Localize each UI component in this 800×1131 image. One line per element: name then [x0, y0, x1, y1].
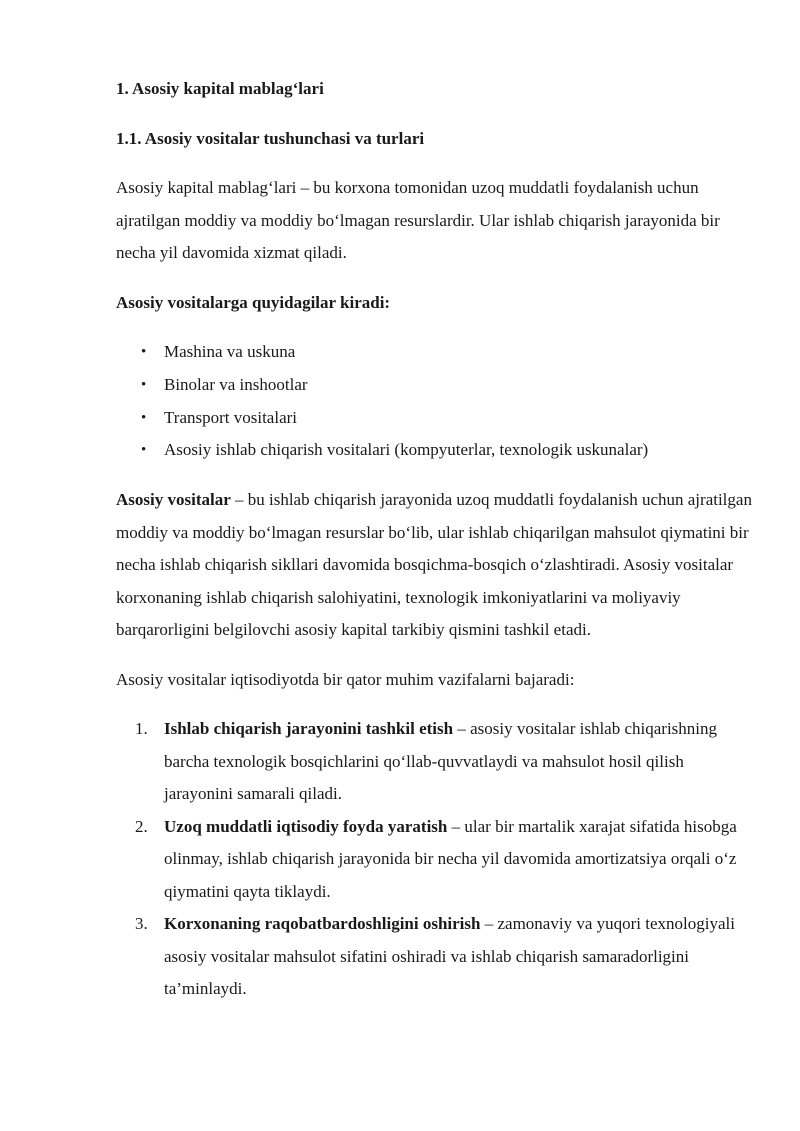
bullet-item	[116, 402, 756, 435]
bullet-item	[116, 336, 756, 369]
section-heading: 1. Asosiy kapital mablag‘lari	[116, 79, 324, 98]
definition-text: – bu ishlab chiqarish jarayonida uzoq muddatli foydalanish uchun ajratilgan moddiy va moddiy bo‘lmagan resurslar bo‘lib, ular ishlab chiqarilgan mahsulot qiymatini bir necha ishlab chiqarish sikllari davomida bosqichma-bosqich o‘zlashtiradi. Asosiy vositalar korxonaning ishlab chiqarish salohiyatini, texnologik imkoniyatlarini va moliyaviy barqarorligini belgilovchi asosiy kapital tarkibiy qismini tashkil etadi.	[116, 490, 752, 640]
definition-term: Asosiy vositalar	[116, 490, 231, 510]
bullet-icon: •	[141, 344, 147, 360]
bullet-list	[116, 336, 756, 467]
numbered-item	[116, 811, 756, 909]
document-page	[116, 73, 756, 1006]
list-lead: Asosiy vositalarga quyidagilar kiradi:	[116, 292, 391, 312]
bullet-icon: •	[141, 409, 147, 426]
bullet-text: Binolar va inshootlar	[164, 374, 308, 394]
bullet-item	[116, 369, 756, 402]
bullet-item	[116, 434, 756, 467]
item-title: Korxonaning raqobatbardoshligini oshirish	[164, 914, 481, 934]
item-title: Uzoq muddatli iqtisodiy foyda yaratish	[164, 816, 448, 836]
bullet-text: Transport vositalari	[164, 407, 298, 427]
numbered-item	[116, 713, 756, 811]
subsection-heading: 1.1. Asosiy vositalar tushunchasi va turlari	[116, 128, 425, 148]
intro-paragraph: Asosiy kapital mablag‘lari – bu korxona tomonidan uzoq muddatli foydalanish uchun ajratilgan moddiy va moddiy bo‘lmagan resurslardir. Ular ishlab chiqarish jarayonida bir necha yil davomida xizmat qiladi.	[116, 178, 720, 262]
bullet-icon: •	[141, 376, 147, 393]
item-number: 3.	[135, 914, 148, 934]
functions-intro: Asosiy vositalar iqtisodiyotda bir qator muhim vazifalarni bajaradi:	[116, 669, 575, 689]
item-text: – zamonaviy va yuqori texnologiyali asosiy vositalar mahsulot sifatini oshiradi va ishlab chiqarish samaradorligini ta’minlaydi.	[164, 914, 735, 999]
item-text: – ular bir martalik xarajat sifatida hisobga olinmay, ishlab chiqarish jarayonida bir necha yil davomida amortizatsiya orqali o‘z qiymatini qayta tiklaydi.	[164, 816, 737, 901]
numbered-item	[116, 908, 756, 1006]
item-number: 2.	[135, 816, 148, 836]
bullet-text: Asosiy ishlab chiqarish vositalari (kompyuterlar, texnologik uskunalar)	[164, 440, 649, 460]
bullet-text: Mashina va uskuna	[164, 342, 296, 361]
definition-paragraph	[116, 484, 756, 647]
item-number: 1.	[135, 719, 148, 739]
item-text: – asosiy vositalar ishlab chiqarishning barcha texnologik bosqichlarini qo‘llab-quvvatlaydi va mahsulot hosil qilish jarayonini samarali qiladi.	[164, 719, 718, 804]
bullet-icon: •	[141, 442, 147, 459]
numbered-list	[116, 713, 756, 1006]
item-title: Ishlab chiqarish jarayonini tashkil etish	[164, 719, 454, 739]
